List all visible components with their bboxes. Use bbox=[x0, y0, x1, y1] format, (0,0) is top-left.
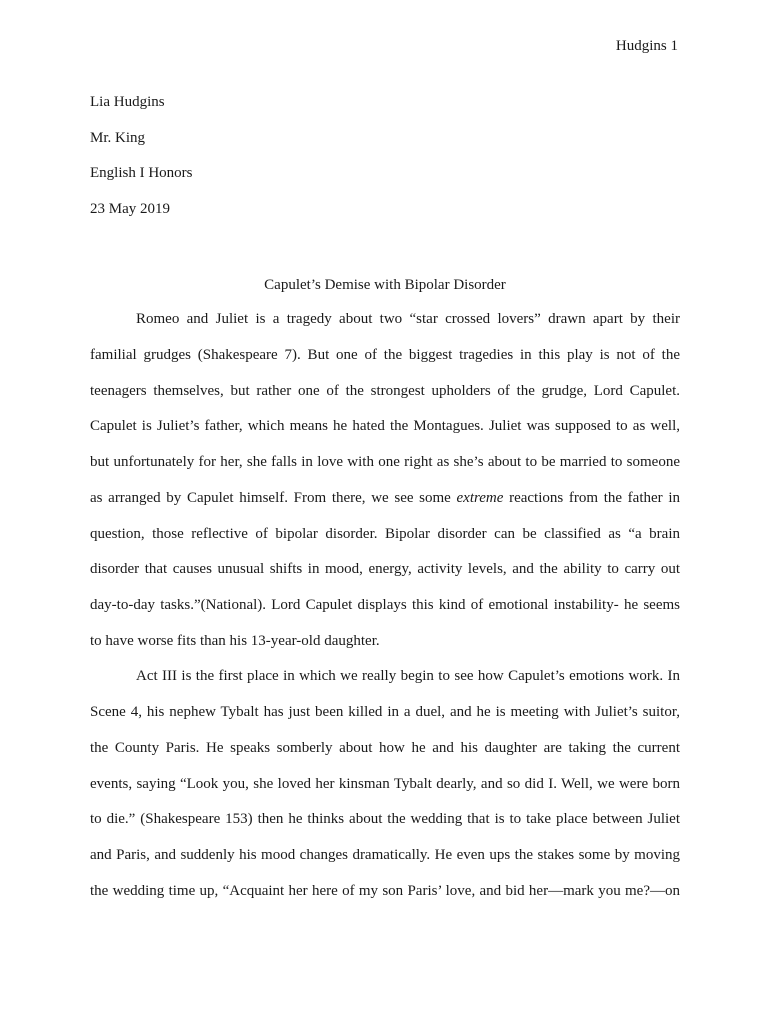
author-name: Lia Hudgins bbox=[90, 94, 165, 110]
paragraph-2-line: the County Paris. He speaks somberly about how he and his daughter are taking the current bbox=[90, 740, 680, 756]
line-text: as arranged by Capulet himself. From there, we see some bbox=[90, 490, 457, 506]
mla-heading bbox=[90, 92, 680, 234]
emphasized-word: extreme bbox=[456, 490, 504, 506]
course-name: English I Honors bbox=[90, 165, 193, 182]
paragraph-1-line: teenagers themselves, but rather one of the strongest upholders of the grudge, Lord Capulet. bbox=[90, 383, 680, 399]
paragraph-2-line: to die.” (Shakespeare 153) then he thinks about the wedding that is to take place between Juliet bbox=[90, 811, 680, 827]
running-head: Hudgins 1 bbox=[615, 38, 678, 54]
paragraph-2-line: Scene 4, his nephew Tybalt has just been killed in a duel, and he is meeting with Juliet’s suitor, bbox=[90, 704, 680, 720]
essay-title: Capulet’s Demise with Bipolar Disorder bbox=[264, 277, 506, 293]
paragraph-2-line: and Paris, and suddenly his mood changes dramatically. He even ups the stakes some by moving bbox=[90, 847, 680, 863]
essay-date: 23 May 2019 bbox=[90, 200, 170, 217]
paragraph-1-line bbox=[90, 488, 680, 508]
paragraph-1-line: question, those reflective of bipolar disorder. Bipolar disorder can be classified as “a brain bbox=[90, 526, 680, 542]
paragraph-1-line: to have worse fits than his 13-year-old daughter. bbox=[90, 633, 380, 649]
paragraph-1-line: Capulet is Juliet’s father, which means he hated the Montagues. Juliet was supposed to as well, bbox=[90, 418, 680, 434]
instructor-name: Mr. King bbox=[90, 129, 146, 146]
paragraph-2-line: the wedding time up, “Acquaint her here of my son Paris’ love, and bid her—mark you me?—on bbox=[90, 883, 680, 899]
paragraph-1-line: but unfortunately for her, she falls in love with one right as she’s about to be married to someone bbox=[90, 454, 680, 470]
paragraph-1-line: Romeo and Juliet is a tragedy about two “star crossed lovers” drawn apart by their bbox=[136, 311, 680, 327]
paragraph-1-line: familial grudges (Shakespeare 7). But one of the biggest tragedies in this play is not of the bbox=[90, 347, 680, 363]
paragraph-2-line: events, saying “Look you, she loved her kinsman Tybalt dearly, and so did I. Well, we were born bbox=[90, 776, 680, 792]
paragraph-1-line: day-to-day tasks.”(National). Lord Capulet displays this kind of emotional instability- he seems bbox=[90, 597, 680, 613]
line-text: reactions from the father in bbox=[503, 490, 680, 506]
paragraph-1-line: disorder that causes unusual shifts in mood, energy, activity levels, and the ability to carry out bbox=[90, 561, 680, 577]
paragraph-2-line: Act III is the first place in which we really begin to see how Capulet’s emotions work. In bbox=[136, 668, 680, 684]
